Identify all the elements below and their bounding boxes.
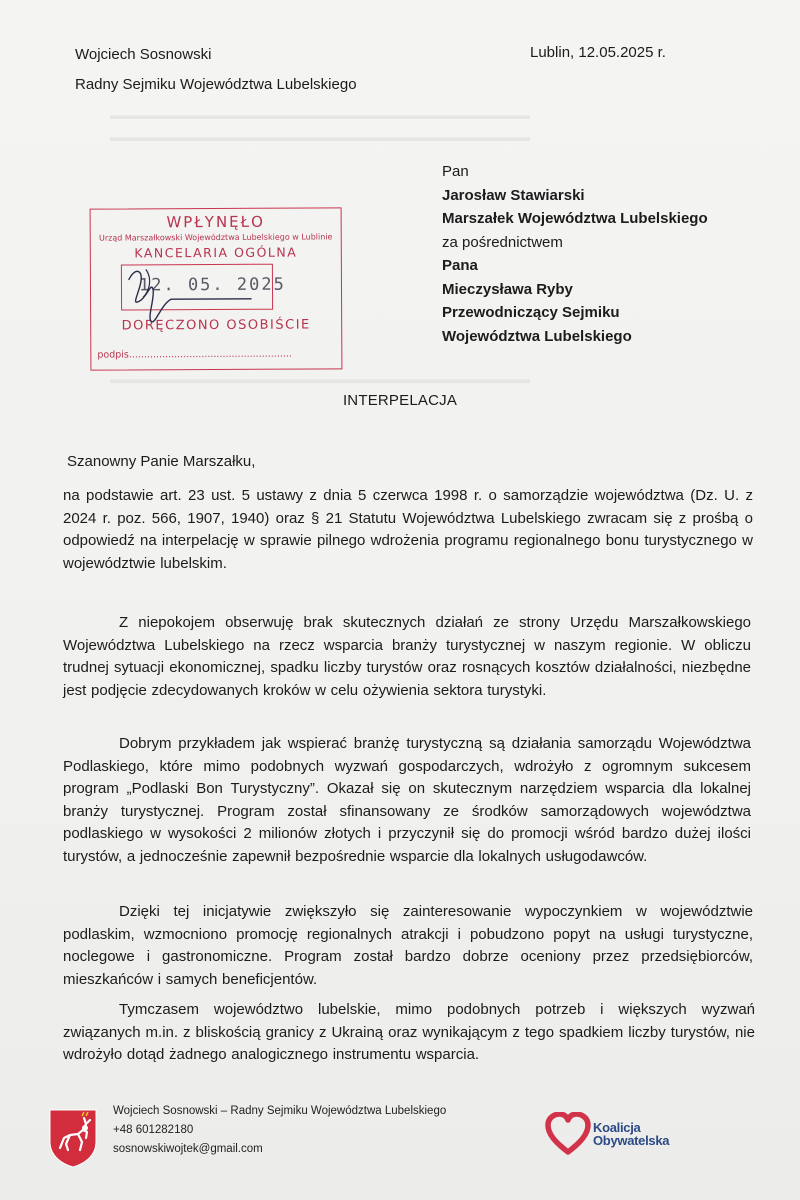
recipient-title: Marszałek Województwa Lubelskiego [442,210,708,227]
stamp-received: WPŁYNĘŁO [166,212,265,232]
koalicja-obywatelska-logo [545,1112,591,1156]
footer-phone: +48 601282180 [113,1124,194,1136]
recipient-title-2: Przewodniczący Sejmiku [442,304,620,321]
logo-text-line-1: Koalicja [593,1120,641,1135]
recipient-salutation-2: Pana [442,257,478,274]
received-stamp [90,207,343,370]
logo-text-line-2: Obywatelska [593,1133,670,1148]
lubelskie-coat-of-arms-icon [48,1108,98,1168]
recipient-block [442,160,708,348]
greeting: Szanowny Panie Marszałku, [67,453,256,470]
sender-block [75,40,357,100]
sender-title: Radny Sejmiku Województwa Lubelskiego [75,76,357,93]
document-heading: INTERPELACJA [342,392,458,409]
sender-name: Wojciech Sosnowski [75,46,212,63]
show-through-line: ▬▬▬▬▬▬▬▬▬▬▬▬▬▬▬▬▬▬▬▬▬▬▬▬▬▬▬▬▬▬▬▬▬▬▬ [110,108,530,122]
footer-email: sosnowskiwojtek@gmail.com [113,1143,263,1155]
stamp-delivery: DORĘCZONO OSOBIŚCIE [121,317,311,334]
recipient-via: za pośrednictwem [442,233,563,251]
stamp-signature-line: podpis...................................................... [97,348,292,361]
recipient-name-2: Mieczysława Ryby [442,280,573,298]
recipient-salutation: Pan [442,163,469,180]
paragraph-legal-basis: na podstawie art. 23 ust. 5 ustawy z dnia 5 czerwca 1998 r. o samorządzie województwa (Dz. U. z 2024 r. poz. 566, 1907, 1940) oraz § 21 Statutu Województwa Lubelskiego zwracam się z prośbą o odpowiedź na interpelację w sprawie pilnego wdrożenia programu regionalnego bonu turystycznego w województwie lubelskim. [63,487,753,572]
paragraph-example: Dobrym przykładem jak wspierać branżę turystyczną są działania samorządu Województwa Podlaskiego, które mimo podobnych wyzwań gospodarczych, wdrożyło z ogromnym sukcesem program „Podlaski Bon Turystyczny”. Okazał się on skutecznym narzędziem wsparcia dla lokalnej branży turystycznej. Program został sfinansowany ze środków samorządowych województwa podlaskiego w wysokości 2 milionów złotych i przyczynił się do promocji wśród bardzo dużej ilości turystów, a jednocześnie zapewnił bezpośrednie wsparcie dla lokalnych usługodawców. [63,735,751,865]
paragraph-concern: Z niepokojem obserwuję brak skutecznych działań ze strony Urzędu Marszałkowskiego Województwa Lubelskiego na rzecz wsparcia branży turystycznej w naszym regionie. W obliczu trudnej sytuacji ekonomicznej, spadku liczby turystów oraz rosnących kosztów działalności, niezbędne jest podjęcie zdecydowanych kroków w celu ożywienia sektora turystyki. [63,614,751,699]
footer-signature: Wojciech Sosnowski – Radny Sejmiku Województwa Lubelskiego [113,1105,447,1117]
heart-icon [545,1112,591,1156]
footer-contact [113,1102,446,1159]
show-through-line: ▬▬▬▬▬▬▬▬▬▬▬▬▬▬▬▬▬▬▬▬▬▬▬▬▬▬▬▬▬▬▬▬▬▬▬ [110,372,530,386]
letter-date: Lublin, 12.05.2025 r. [530,44,666,61]
paragraph-results: Dzięki tej inicjatywie zwiększyło się zainteresowanie wypoczynkiem w województwie podlaskim, wzmocniono promocję regionalnych atrakcji i pobudzono popyt na usługi turystyczne, noclegowe i gastronomiczne. Program został bardzo dobrze oceniony przez przedsiębiorców, mieszkańców i samych beneficjentów. [63,903,753,988]
stamp-date: 12. 05. 2025 [138,274,286,296]
paragraph-lublin-situation: Tymczasem województwo lubelskie, mimo podobnych potrzeb i większych wyzwań związanych m.in. z bliskością granicy z Ukrainą oraz wynikającym z tego spadkiem liczby turystów, nie wdrożyło dotąd żadnego analogicznego instrumentu wsparcia. [63,1001,755,1063]
stamp-office: Urząd Marszałkowski Województwa Lubelskiego w Lublinie [98,232,333,243]
logo-text [593,1121,669,1147]
recipient-name: Jarosław Stawiarski [442,186,585,204]
stamp-department: KANCELARIA OGÓLNA [134,244,298,261]
show-through-line: ▬▬▬▬▬▬▬▬▬▬▬▬▬▬▬▬▬▬▬▬▬▬▬▬▬▬▬▬▬▬▬▬▬▬▬ [110,130,530,144]
recipient-institution: Województwa Lubelskiego [442,327,632,345]
handwritten-signature-icon [91,208,342,369]
